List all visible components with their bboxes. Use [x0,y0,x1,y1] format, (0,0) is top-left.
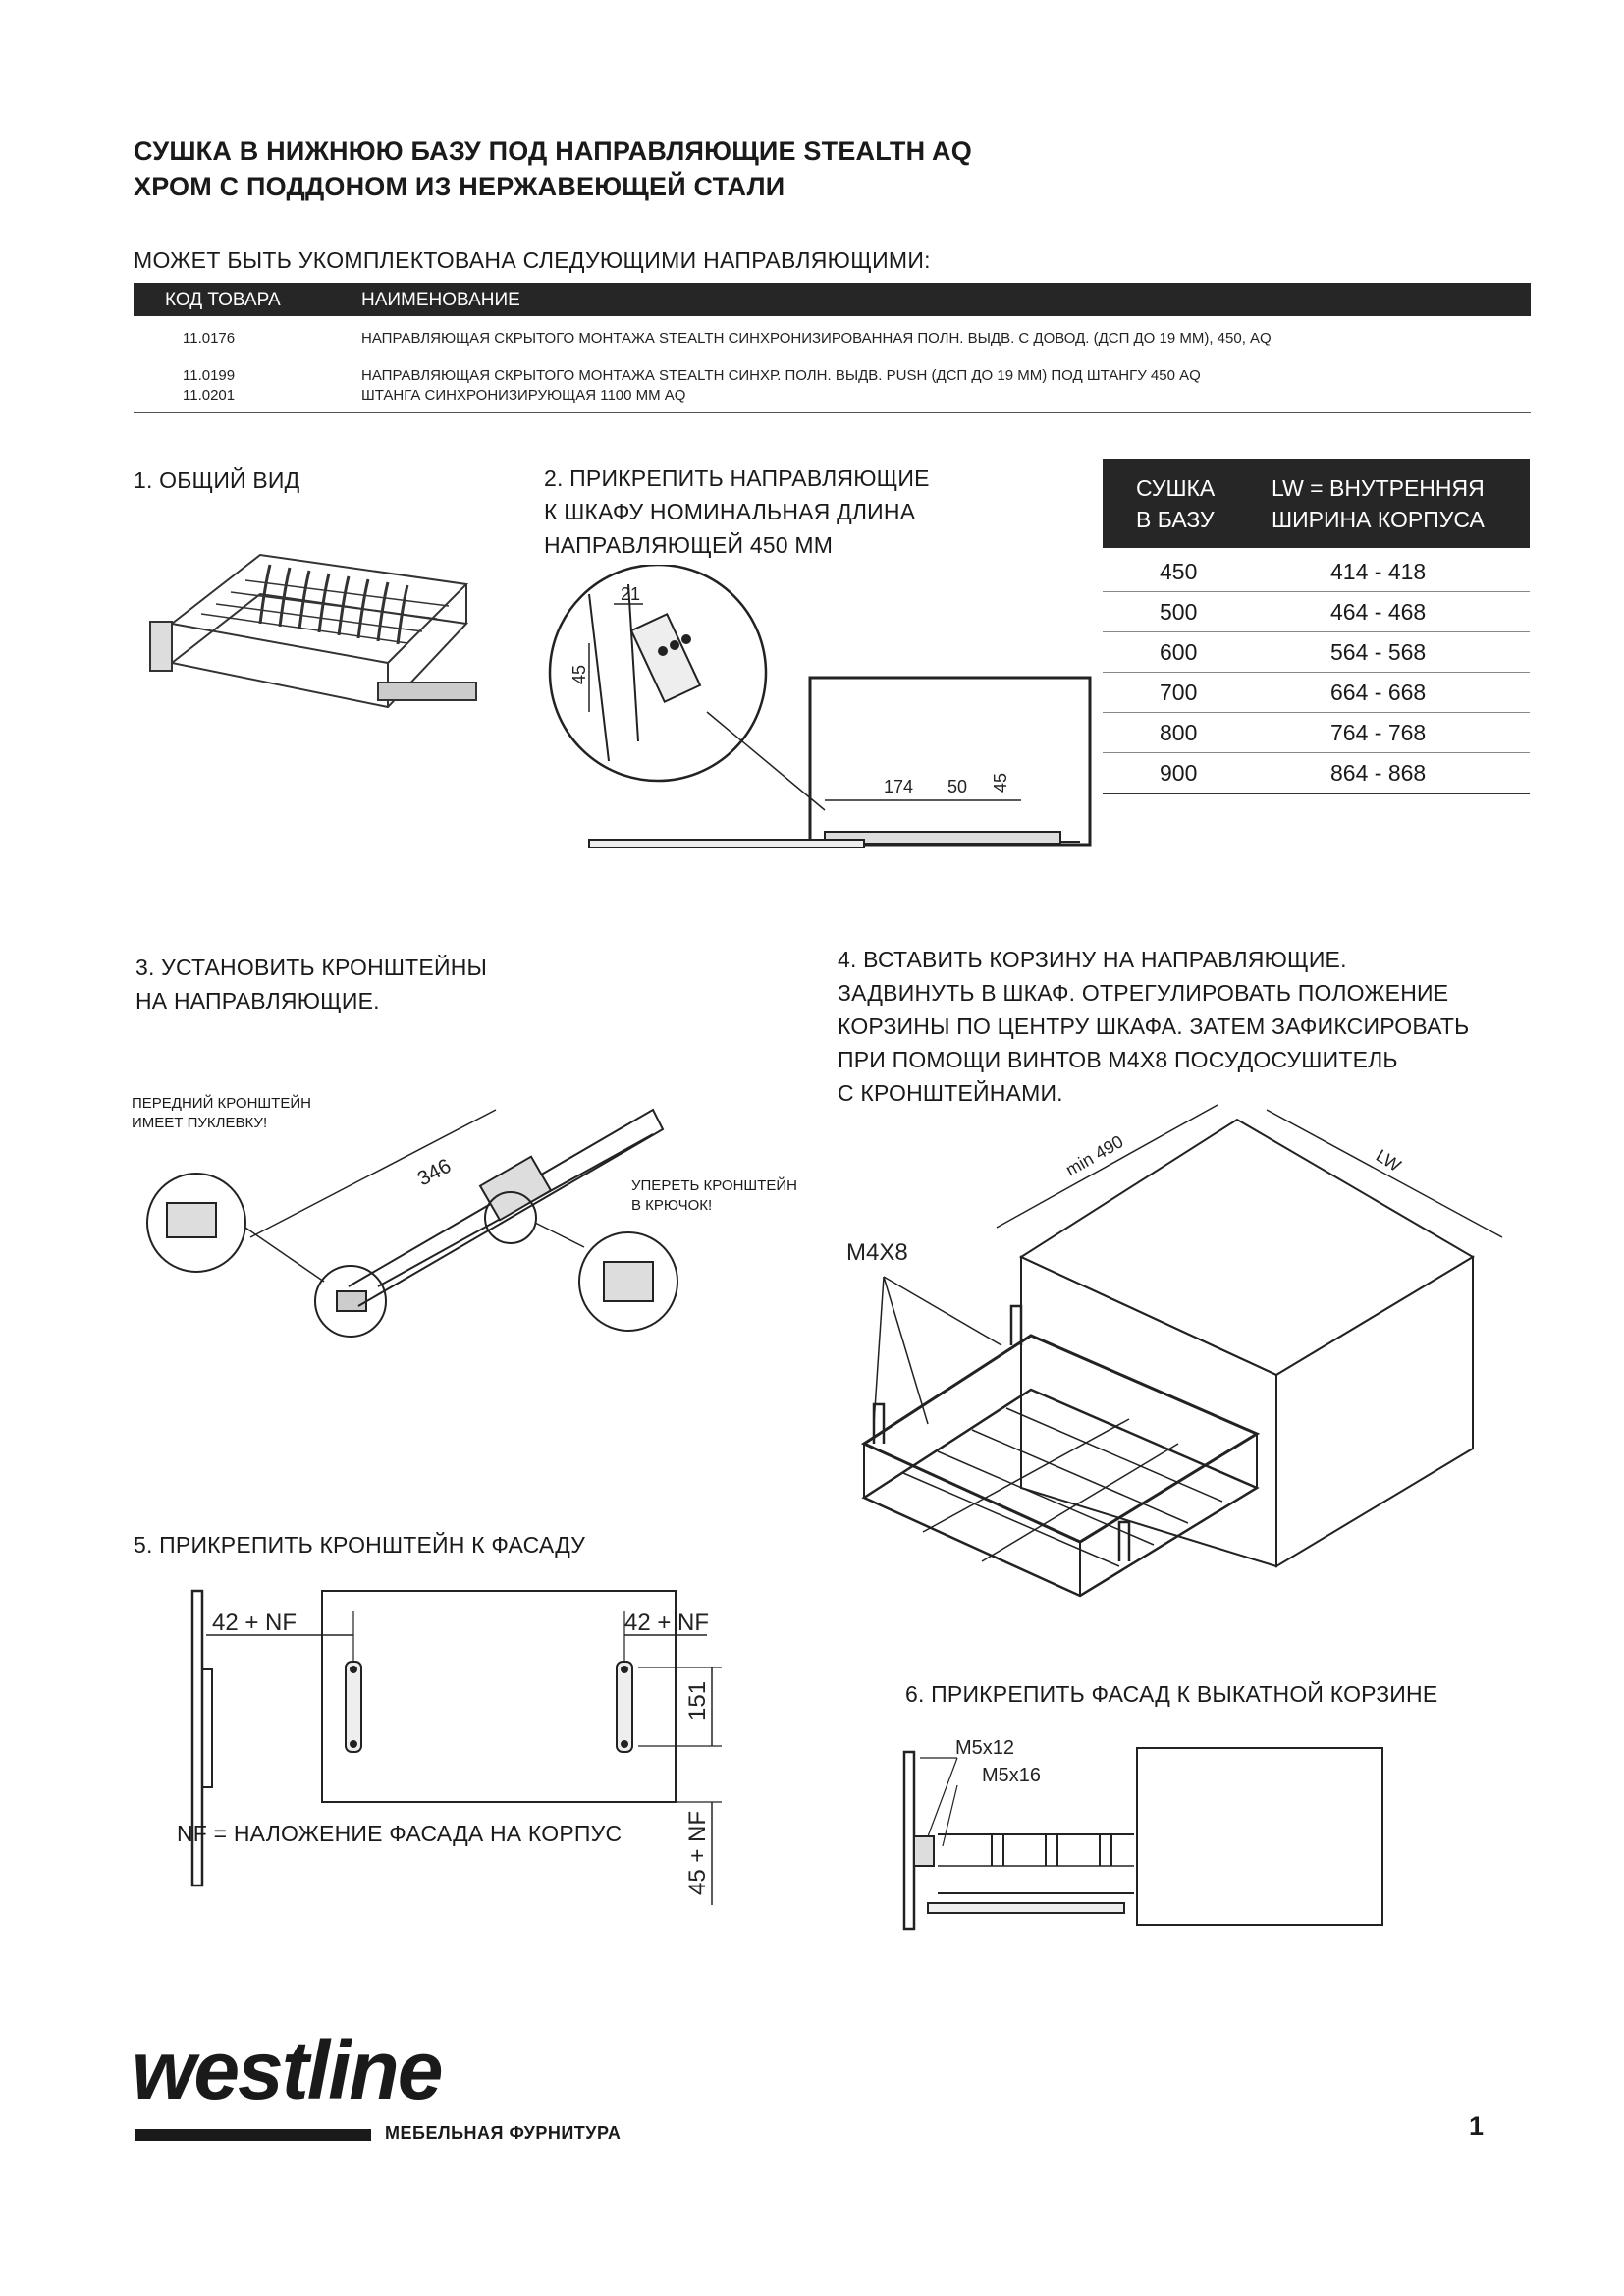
header-line: СУШКА [1136,475,1216,501]
header-line: ШИРИНА КОРПУСА [1272,507,1485,532]
facade-attach-illustration [898,1728,1389,1935]
note-line: В КРЮЧОК! [631,1197,713,1214]
note-line: УПЕРЕТЬ КРОНШТЕЙН [631,1177,797,1194]
size-col-base-header [1136,472,1215,535]
size-row [1103,672,1530,713]
dim-346-label: 346 [413,1154,456,1191]
step-4-line: С КРОНШТЕЙНАМИ. [838,1080,1063,1106]
size-base: 600 [1160,639,1198,665]
size-row [1103,631,1530,673]
size-lw: 564 - 568 [1330,639,1427,665]
rail-mounting-illustration [530,565,1100,879]
size-lw: 764 - 768 [1330,720,1427,745]
product-table-header [134,283,1531,316]
step-4-heading [838,943,1469,1110]
size-lw: 664 - 668 [1330,680,1427,705]
facade-bracket-illustration [177,1571,727,1910]
document-title [134,134,972,204]
logo-bar [135,2129,371,2141]
product-code: 11.0199 [183,367,236,384]
product-name: ШТАНГА СИНХРОНИЗИРУЮЩАЯ 1100 ММ AQ [361,387,686,404]
step-4-line: ЗАДВИНУТЬ В ШКАФ. ОТРЕГУЛИРОВАТЬ ПОЛОЖЕНИЕ [838,980,1449,1006]
step-3-line: 3. УСТАНОВИТЬ КРОНШТЕЙНЫ [135,955,488,980]
m5x12-label: M5x12 [955,1737,1015,1759]
westline-logo: westline [132,2024,442,2116]
note-line: ИМЕЕТ ПУКЛЕВКУ! [132,1115,268,1131]
size-lw: 464 - 468 [1330,599,1427,625]
size-base: 800 [1160,720,1198,745]
title-line-2: ХРОМ С ПОДДОНОМ ИЗ НЕРЖАВЕЮЩЕЙ СТАЛИ [134,172,785,201]
size-base: 450 [1160,559,1198,584]
note-line: ПЕРЕДНИЙ КРОНШТЕЙН [132,1095,311,1112]
title-line-1: СУШКА В НИЖНЮЮ БАЗУ ПОД НАПРАВЛЯЮЩИЕ STEALTH AQ [134,137,972,166]
step-6-heading: 6. ПРИКРЕПИТЬ ФАСАД К ВЫКАТНОЙ КОРЗИНЕ [905,1681,1438,1707]
step-4-line: КОРЗИНЫ ПО ЦЕНТРУ ШКАФА. ЗАТЕМ ЗАФИКСИРОВАТЬ [838,1013,1470,1039]
nf-right-label: 42 + NF [624,1610,710,1636]
dim-45-label: 45 [569,664,589,684]
product-code: 11.0176 [183,330,236,347]
step-3-heading [135,951,487,1017]
dim-45-label: 45 [991,772,1010,793]
size-row [1103,752,1530,794]
header-line: LW = ВНУТРЕННЯЯ [1272,475,1485,501]
size-row [1103,591,1530,632]
size-table-header [1103,459,1530,548]
basket-insert-illustration [844,1100,1512,1650]
dim-174-label: 174 [884,777,914,796]
dim-21-label: 21 [621,584,641,604]
step-2-line: 2. ПРИКРЕПИТЬ НАПРАВЛЯЮЩИЕ [544,465,930,491]
general-view-illustration [142,516,496,737]
product-name: НАПРАВЛЯЮЩАЯ СКРЫТОГО МОНТАЖА STEALTH СИНХРОНИЗИРОВАННАЯ ПОЛН. ВЫДВ. С ДОВОД. (ДСП ДО 19 ММ), 450, AQ [361,330,1272,347]
m5x16-label: M5x16 [982,1765,1042,1786]
lw-label: LW [1372,1145,1405,1175]
step-2-line: НАПРАВЛЯЮЩЕЙ 450 ММ [544,532,834,558]
page-number: 1 [1469,2111,1485,2141]
step-1-heading: 1. ОБЩИЙ ВИД [134,467,300,493]
bracket-install-illustration [142,1090,692,1345]
header-line: В БАЗУ [1136,507,1215,532]
product-name: НАПРАВЛЯЮЩАЯ СКРЫТОГО МОНТАЖА STEALTH СИНХР. ПОЛН. ВЫДВ. PUSH (ДСП ДО 19 ММ) ПОД ШТАНГУ 450 AQ [361,367,1201,384]
table-divider [134,412,1531,413]
step-2-heading [544,462,930,562]
size-row [1103,551,1530,592]
col-code-header: КОД ТОВАРА [165,290,281,310]
col-name-header: НАИМЕНОВАНИЕ [361,290,520,310]
step-4-line: 4. ВСТАВИТЬ КОРЗИНУ НА НАПРАВЛЯЮЩИЕ. [838,947,1347,972]
logo-subtitle: МЕБЕЛЬНАЯ ФУРНИТУРА [385,2123,622,2143]
size-base: 700 [1160,680,1198,705]
size-lw: 414 - 418 [1330,559,1427,584]
nf-left-label: 42 + NF [212,1610,298,1636]
size-lw: 864 - 868 [1330,760,1427,786]
size-row [1103,712,1530,753]
step-2-line: К ШКАФУ НОМИНАЛЬНАЯ ДЛИНА [544,499,916,524]
step-3-line: НА НАПРАВЛЯЮЩИЕ. [135,988,380,1013]
size-base: 900 [1160,760,1198,786]
dim-45nf-label: 45 + NF [684,1810,711,1895]
size-col-lw-header [1272,472,1485,535]
min490-label: min 490 [1062,1131,1127,1180]
m4x8-label: M4X8 [846,1239,908,1266]
size-base: 500 [1160,599,1198,625]
compatible-rails-heading: МОЖЕТ БЫТЬ УКОМПЛЕКТОВАНА СЛЕДУЮЩИМИ НАПРАВЛЯЮЩИМИ: [134,247,931,273]
step-4-line: ПРИ ПОМОЩИ ВИНТОВ М4Х8 ПОСУДОСУШИТЕЛЬ [838,1047,1398,1072]
nf-definition: NF = НАЛОЖЕНИЕ ФАСАДА НА КОРПУС [177,1821,623,1846]
product-code: 11.0201 [183,387,236,404]
step-5-heading: 5. ПРИКРЕПИТЬ КРОНШТЕЙН К ФАСАДУ [134,1532,586,1558]
dim-50-label: 50 [947,777,968,796]
dim-151-label: 151 [684,1680,711,1721]
